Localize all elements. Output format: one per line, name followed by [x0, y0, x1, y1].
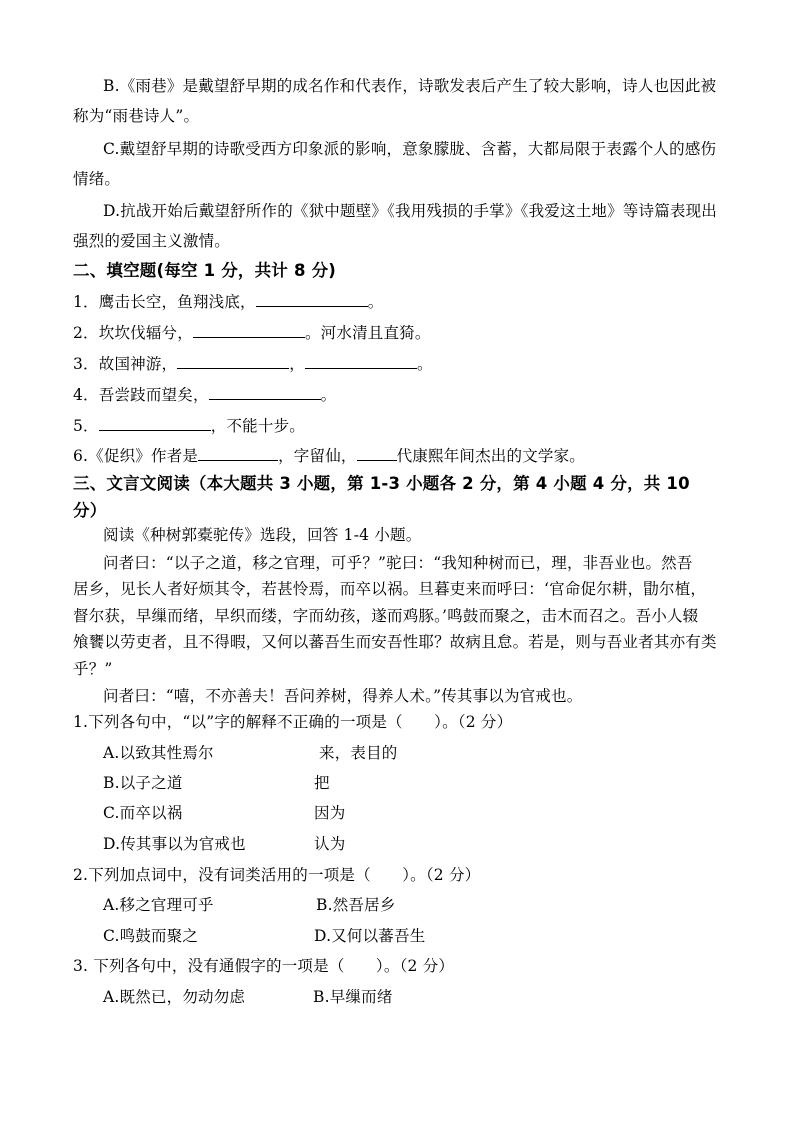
q3-text: 3．故国神游，: [73, 355, 178, 373]
q3-comma: ，: [289, 355, 305, 373]
q2-options-row2: [103, 926, 426, 946]
q5-end: ，不能十步。: [210, 417, 305, 435]
answer-blank[interactable]: [256, 292, 368, 307]
q5-text: 5．: [73, 417, 99, 435]
option-b-line2: 称为“雨巷诗人”。: [73, 107, 200, 125]
q3-option-b: B.早缫而绪: [313, 988, 393, 1006]
question-3-stem: 3. 下列各句中，没有通假字的一项是（ ）。（2 分）: [73, 957, 455, 975]
q1-option-c: [103, 803, 346, 823]
q4-end: 。: [320, 386, 337, 404]
q1-option-d: [103, 834, 346, 854]
fill-question-3: [73, 354, 433, 374]
section2-heading: 二、填空题(每空 1 分，共计 8 分): [73, 261, 337, 280]
q3-end: 。: [416, 355, 433, 373]
option-d-line2: 强烈的爱国主义激情。: [73, 232, 231, 250]
question-1-stem: 1.下列各句中，“以”字的解释不正确的一项是（ ）。（2 分）: [73, 713, 513, 731]
option-gloss: 把: [314, 774, 330, 792]
answer-blank[interactable]: [305, 354, 417, 369]
fill-question-2: [73, 323, 431, 343]
q2-options-row1: [103, 895, 396, 915]
q3-option-a: A.既然已，勿动勿虑: [103, 988, 246, 1006]
q2-text: 2．坎坎伐辐兮，: [73, 324, 193, 342]
option-b-line1: B.《雨巷》是戴望舒早期的成名作和代表作，诗歌发表后产生了较大影响，诗人也因此被: [103, 77, 717, 95]
q3-options-row1: [103, 987, 393, 1007]
section3-heading-line1: 三、文言文阅读（本大题共 3 小题，第 1-3 小题各 2 分，第 4 小题 4 分，共 10: [73, 474, 690, 493]
q1-option-b: [103, 773, 330, 793]
option-c-line1: C.戴望舒早期的诗歌受西方印象派的影响，意象朦胧、含蓄，大都局限于表露个人的感伤: [103, 140, 717, 158]
fill-question-4: [73, 385, 336, 405]
q1-end: 。: [367, 293, 384, 311]
option-gloss: 来，表目的: [319, 744, 398, 762]
option-text: C.而卒以祸: [103, 804, 183, 822]
option-gloss: 认为: [314, 835, 346, 853]
passage-line: 居乡，见长人者好烦其令，若甚怜焉，而卒以祸。旦暮吏来而呼曰：‘官命促尔耕，勖尔植，: [73, 580, 707, 598]
answer-blank[interactable]: [198, 446, 278, 461]
option-text: D.传其事以为官戒也: [103, 835, 246, 853]
option-text: A.以致其性焉尔: [103, 744, 214, 762]
answer-blank[interactable]: [357, 446, 397, 461]
passage-line: 飧饔以劳吏者，且不得暇，又何以蕃吾生而安吾性耶？故病且怠。若是，则与吾业者其亦有类: [73, 633, 717, 651]
option-text: B.以子之道: [103, 774, 183, 792]
q4-text: 4．吾尝跂而望矣，: [73, 386, 209, 404]
q2-end: 。河水清且直猗。: [304, 324, 431, 342]
passage-line: 督尔获，早缫而绪，早织而缕，字而幼孩，遂而鸡豚。’鸣鼓而聚之，击木而召之。吾小人辍: [73, 607, 699, 625]
option-c-line2: 情绪。: [73, 170, 121, 188]
passage-last-line: 问者曰：“嘻，不亦善夫！吾问养树，得养人术。”传其事以为官戒也。: [103, 687, 583, 705]
q6-end: 代康熙年间杰出的文学家。: [396, 447, 586, 465]
fill-question-1: [73, 292, 383, 312]
option-d-line1: D.抗战开始后戴望舒所作的《狱中题壁》《我用残损的手掌》《我爱这土地》等诗篇表现出: [103, 202, 718, 220]
q1-text: 1．鹰击长空，鱼翔浅底，: [73, 293, 256, 311]
passage-line: 问者曰：“以子之道，移之官理，可乎？”驼曰：“我知种树而已，理，非吾业也。然吾: [103, 554, 693, 572]
answer-blank[interactable]: [193, 323, 305, 338]
option-gloss: 因为: [314, 804, 346, 822]
reading-intro: 阅读《种树郭橐驼传》选段，回答 1-4 小题。: [103, 526, 422, 544]
q1-option-a: [103, 743, 398, 763]
fill-question-6: [73, 446, 585, 466]
answer-blank[interactable]: [177, 354, 289, 369]
fill-question-5: [73, 416, 305, 436]
answer-blank[interactable]: [99, 416, 211, 431]
q2-option-d: D.又何以蕃吾生: [314, 927, 426, 945]
question-2-stem: 2.下列加点词中，没有词类活用的一项是（ ）。（2 分）: [73, 866, 481, 884]
passage-line: 乎？”: [73, 660, 113, 678]
q2-option-c: C.鸣鼓而聚之: [103, 927, 199, 945]
q6-mid: ，字留仙，: [278, 447, 357, 465]
answer-blank[interactable]: [209, 385, 321, 400]
q6-text: 6.《促织》作者是: [73, 447, 199, 465]
section3-heading-line2: 分）: [73, 501, 107, 520]
q2-option-a: A.移之官理可乎: [103, 896, 214, 914]
q2-option-b: B.然吾居乡: [316, 896, 396, 914]
